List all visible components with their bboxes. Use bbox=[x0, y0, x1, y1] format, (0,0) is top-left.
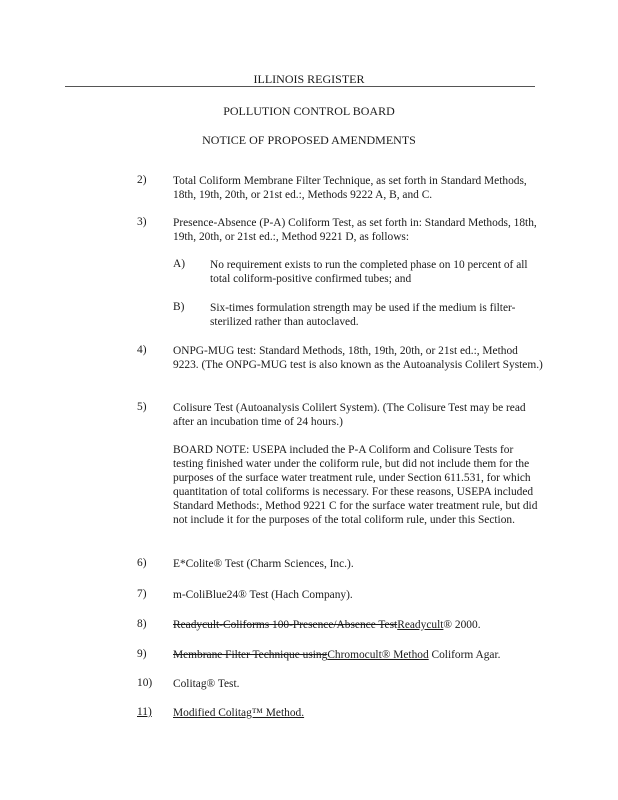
item-6-text: E*Colite® Test (Charm Sciences, Inc.). bbox=[173, 558, 354, 570]
item-6-number: 6) bbox=[137, 557, 147, 569]
item-4-number: 4) bbox=[137, 344, 147, 356]
item-3a-text: No requirement exists to run the completed phase on 10 percent of all total coliform-positive confirmed tubes; and bbox=[210, 259, 528, 285]
notice-title: NOTICE OF PROPOSED AMENDMENTS bbox=[202, 133, 416, 147]
item-3-text: Presence-Absence (P-A) Coliform Test, as set forth in: Standard Methods, 18th, 19th, 20th, or 21st ed.:, Method 9221 D, as follows: bbox=[173, 217, 537, 243]
item-4-text: ONPG-MUG test: Standard Methods, 18th, 19th, 20th, or 21st ed.:, Method 9223. (The ONPG-MUG test is also known as the Autoanalysis Colilert System.) bbox=[173, 345, 543, 371]
item-8-inserted: Readycult bbox=[397, 619, 444, 631]
item-3b-text: Six-times formulation strength may be used if the medium is filter-sterilized rather than autoclaved. bbox=[210, 302, 516, 328]
item-10-number: 10) bbox=[137, 677, 153, 689]
item-9-text bbox=[173, 648, 543, 662]
item-10-text: Colitag® Test. bbox=[173, 678, 240, 690]
item-8-tail: ® 2000. bbox=[443, 619, 481, 631]
item-2-number: 2) bbox=[137, 174, 147, 186]
item-5-number: 5) bbox=[137, 401, 147, 413]
item-9-inserted: Chromocult® Method bbox=[327, 649, 429, 661]
board-title: POLLUTION CONTROL BOARD bbox=[223, 104, 395, 118]
item-9-deleted: Membrane Filter Technique using bbox=[173, 649, 328, 661]
item-2-text: Total Coliform Membrane Filter Technique, as set forth in Standard Methods, 18th, 19th, 20th, or 21st ed.:, Methods 9222 A, B, and C. bbox=[173, 175, 527, 201]
board-note: BOARD NOTE: USEPA included the P-A Coliform and Colisure Tests for testing finished water under the coliform rule, but did not include them for the purposes of the surface water treatment rule, under Section 611.531, for which quantitation of total coliforms is necessary. For these reasons, USEPA included Standard Methods:, Method 9221 C for the surface water treatment rule, but did not include it for the purposes of the total coliform rule, under this Section. bbox=[173, 444, 538, 526]
item-8-number: 8) bbox=[137, 618, 147, 630]
item-3a-letter: A) bbox=[173, 258, 186, 270]
item-9-number: 9) bbox=[137, 648, 147, 660]
register-title: ILLINOIS REGISTER bbox=[253, 72, 365, 86]
item-7-text: m-ColiBlue24® Test (Hach Company). bbox=[173, 589, 353, 601]
header-rule bbox=[65, 86, 535, 87]
item-5-text: Colisure Test (Autoanalysis Colilert System). (The Colisure Test may be read after an incubation time of 24 hours.) bbox=[173, 402, 526, 428]
item-7-number: 7) bbox=[137, 588, 147, 600]
item-8-text bbox=[173, 618, 543, 632]
item-3b-letter: B) bbox=[173, 301, 185, 313]
item-11-number: 11) bbox=[137, 706, 152, 718]
item-9-tail: Coliform Agar. bbox=[428, 649, 501, 661]
item-3-number: 3) bbox=[137, 216, 147, 228]
item-8-deleted: Readycult-Coliforms 100-Presence/Absence Test bbox=[173, 619, 398, 631]
item-11-text: Modified Colitag™ Method. bbox=[173, 707, 305, 719]
